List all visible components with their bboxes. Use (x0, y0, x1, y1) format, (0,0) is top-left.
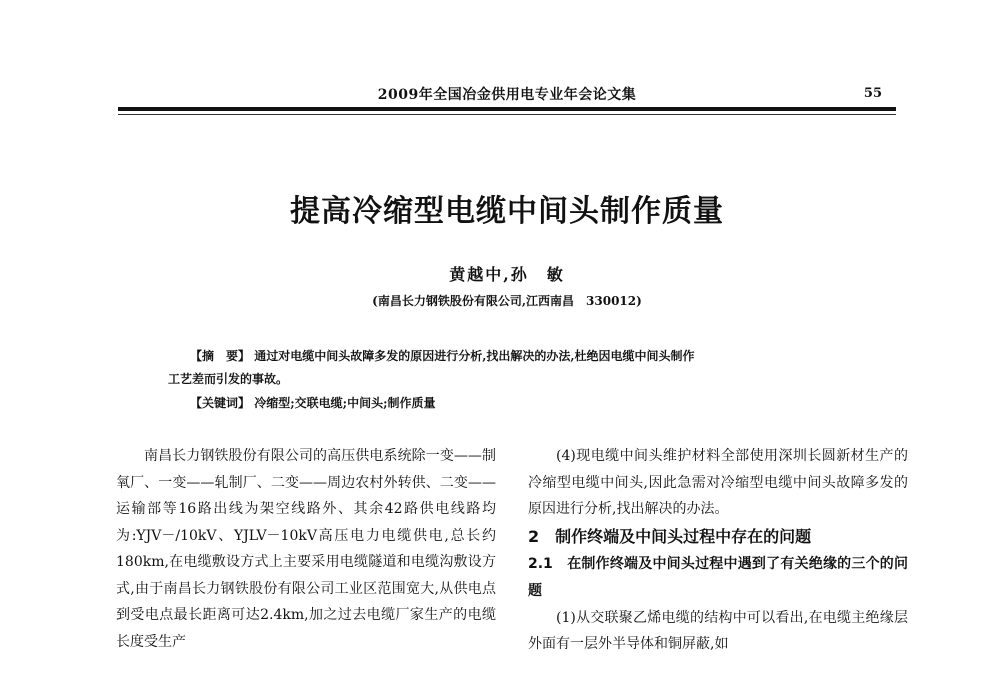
body-paragraph: (4)现电缆中间头维护材料全部使用深圳长圆新材生产的冷缩型电缆中间头,因此急需对冷缩型电缆中间头故障多发的原因进行分析,找出解决的办法。 (528, 448, 908, 517)
subsection-heading: 2.1 在制作终端及中间头过程中遇到了有关绝缘的三个的问题 (528, 555, 908, 599)
header-rule-thick (118, 107, 896, 111)
section-heading: 2 制作终端及中间头过程中存在的问题 (528, 526, 812, 546)
abstract-text-line-2: 工艺差而引发的事故。 (168, 372, 289, 386)
body-column-right (528, 443, 908, 658)
body-column-left (116, 443, 496, 655)
running-header (118, 84, 896, 106)
body-paragraph: (1)从交联聚乙烯电缆的结构中可以看出,在电缆主绝缘层外面有一层外半导体和铜屏蔽,如 (528, 609, 908, 652)
keywords-label: 【关键词】 (190, 396, 251, 410)
header-rule-thin (118, 114, 896, 115)
abstract (168, 345, 858, 391)
article-authors: 黄越中,孙 敏 (449, 265, 565, 284)
abstract-text-line-1: 通过对电缆中间头故障多发的原因进行分析,找出解决的办法,杜绝因电缆中间头制作 (254, 349, 695, 363)
body-paragraph: 南昌长力钢铁股份有限公司的高压供电系统除一变——制氧厂、一变——轧制厂、二变——周边农村外转供、二变——运输部等16路出线为架空线路外、其余42路供电线路均为:YJV－/10kV、YJLV－10kV高压电力电缆供电,总长约180km,在电缆敷设方式上主要采用电缆隧道和电缆沟敷设方式,由于南昌长力钢铁股份有限公司工业区范围宽大,从供电点到受电点最长距离可达2.4km,加之过去电缆厂家生产的电缆长度受生产 (116, 448, 496, 650)
page-number: 55 (863, 86, 882, 101)
article-affiliation: (南昌长力钢铁股份有限公司,江西南昌 330012) (372, 294, 642, 308)
article-title: 提高冷缩型电缆中间头制作质量 (290, 194, 724, 229)
abstract-line-1 (168, 345, 858, 368)
keywords-text: 冷缩型;交联电缆;中间头;制作质量 (254, 396, 436, 410)
keywords (190, 394, 858, 411)
abstract-label: 【摘 要】 (190, 349, 251, 363)
running-title: 2009年全国冶金供用电专业年会论文集 (377, 87, 637, 103)
